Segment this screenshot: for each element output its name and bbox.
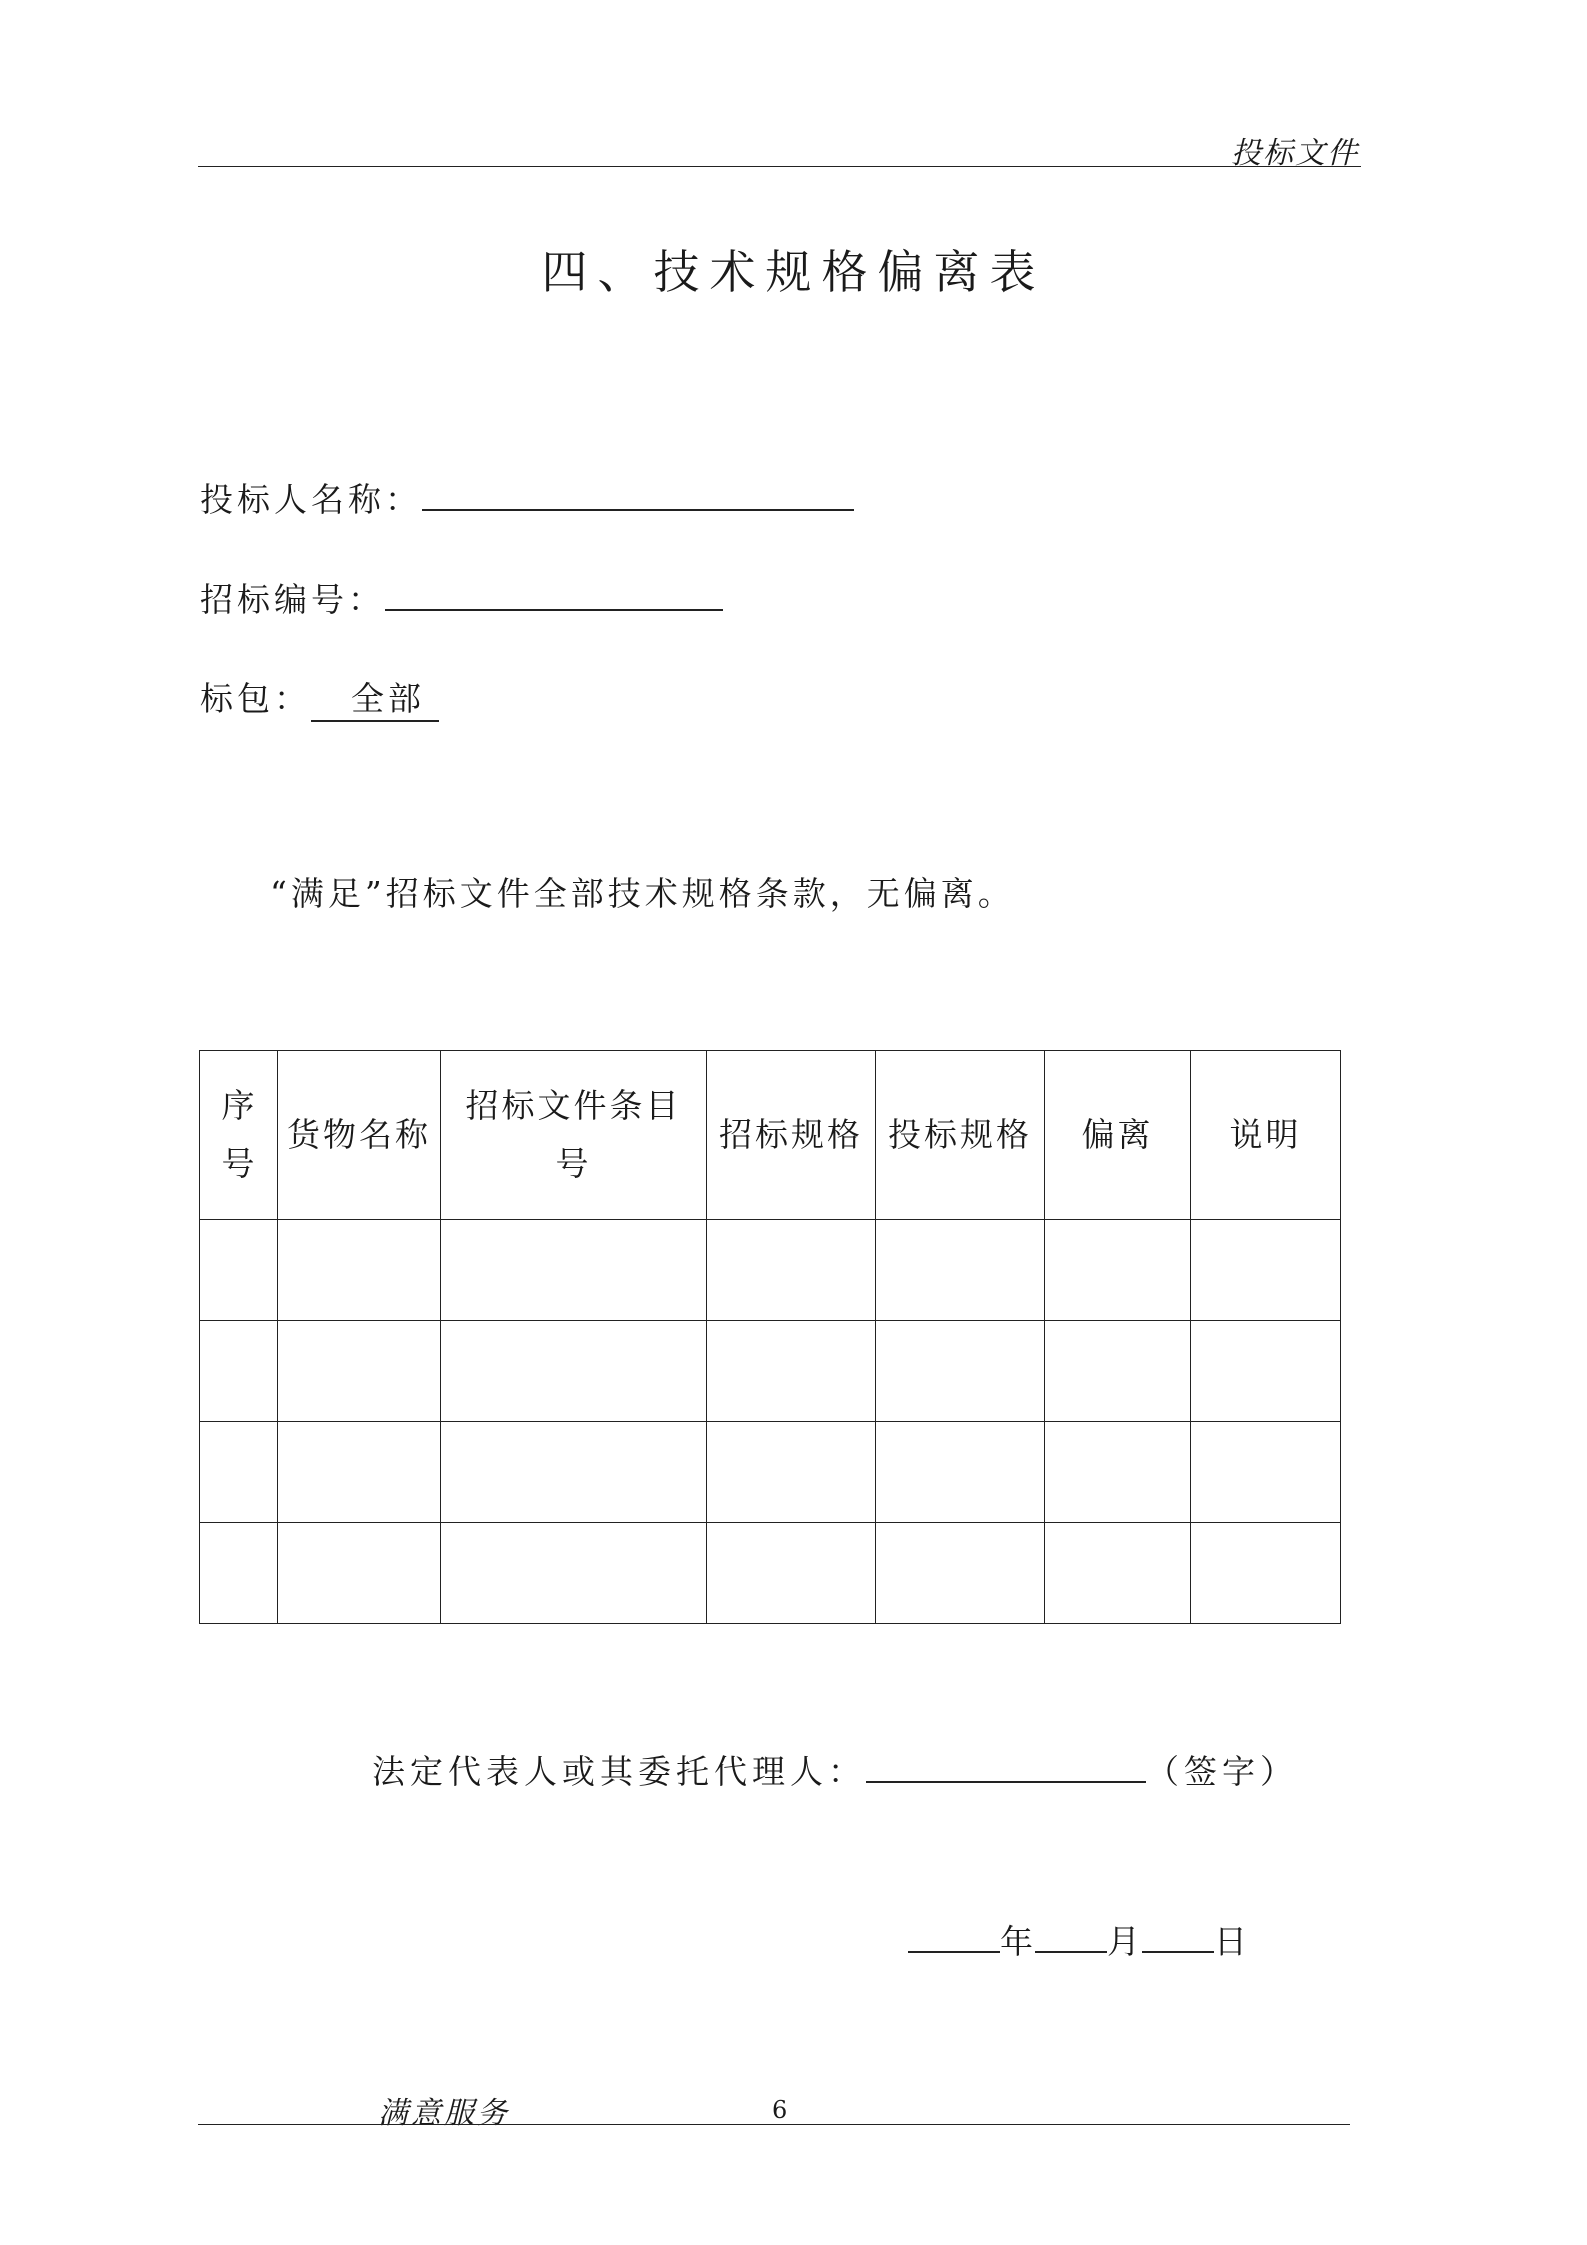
footer-label: 满意服务	[378, 2096, 510, 2131]
header-goods-name: 货物名称	[278, 1051, 441, 1220]
header-clause-number: 招标文件条目号	[441, 1051, 707, 1220]
header-bid-spec: 投标规格	[876, 1051, 1045, 1220]
date-line	[908, 1916, 1249, 1963]
header-divider	[198, 166, 1361, 167]
table-cell[interactable]	[876, 1321, 1045, 1422]
package-field	[200, 673, 439, 722]
page-title: 四、技术规格偏离表	[541, 245, 1046, 299]
table-cell[interactable]	[278, 1422, 441, 1523]
day-blank[interactable]	[1142, 1921, 1214, 1953]
table-cell[interactable]	[441, 1220, 707, 1321]
table-cell[interactable]	[707, 1220, 876, 1321]
table-row	[200, 1523, 1341, 1624]
table-cell[interactable]	[1045, 1321, 1191, 1422]
table-row	[200, 1321, 1341, 1422]
table-cell[interactable]	[200, 1220, 278, 1321]
package-label: 标包：	[200, 679, 311, 718]
table-cell[interactable]	[707, 1523, 876, 1624]
table-cell[interactable]	[707, 1422, 876, 1523]
table-cell[interactable]	[1045, 1422, 1191, 1523]
table-cell[interactable]	[441, 1523, 707, 1624]
footer-divider	[198, 2124, 1350, 2125]
bidder-name-field	[200, 474, 854, 521]
deviation-table	[199, 1050, 1341, 1624]
table-row	[200, 1422, 1341, 1523]
year-blank[interactable]	[908, 1921, 1000, 1953]
table-cell[interactable]	[707, 1321, 876, 1422]
table-cell[interactable]	[1191, 1523, 1341, 1624]
tender-number-label: 招标编号：	[200, 580, 385, 619]
table-cell[interactable]	[200, 1422, 278, 1523]
page-number: 6	[772, 2096, 788, 2124]
table-cell[interactable]	[1045, 1220, 1191, 1321]
table-cell[interactable]	[441, 1321, 707, 1422]
compliance-statement: “满足”招标文件全部技术规格条款，无偏离。	[270, 874, 1015, 913]
table-cell[interactable]	[441, 1422, 707, 1523]
signature-suffix: （签字）	[1146, 1752, 1298, 1791]
signature-blank[interactable]	[866, 1753, 1146, 1783]
table-row	[200, 1220, 1341, 1321]
bidder-name-blank[interactable]	[422, 481, 854, 511]
table-cell[interactable]	[278, 1523, 441, 1624]
table-cell[interactable]	[876, 1220, 1045, 1321]
table-cell[interactable]	[200, 1321, 278, 1422]
tender-number-field	[200, 574, 723, 621]
signature-label: 法定代表人或其委托代理人：	[372, 1752, 866, 1791]
table-cell[interactable]	[278, 1220, 441, 1321]
table-header-row	[200, 1051, 1341, 1220]
day-label: 日	[1214, 1922, 1249, 1961]
table-cell[interactable]	[876, 1523, 1045, 1624]
table-cell[interactable]	[1191, 1422, 1341, 1523]
header-tender-spec: 招标规格	[707, 1051, 876, 1220]
table-cell[interactable]	[1191, 1321, 1341, 1422]
header-label: 投标文件	[1231, 136, 1359, 171]
tender-number-blank[interactable]	[385, 581, 723, 611]
table-cell[interactable]	[1045, 1523, 1191, 1624]
month-label: 月	[1107, 1922, 1142, 1961]
signature-line	[372, 1746, 1298, 1793]
table-cell[interactable]	[876, 1422, 1045, 1523]
table-cell[interactable]	[278, 1321, 441, 1422]
package-value: 全部	[311, 673, 439, 722]
header-serial-number: 序号	[200, 1051, 278, 1220]
header-deviation: 偏离	[1045, 1051, 1191, 1220]
bidder-name-label: 投标人名称：	[200, 480, 422, 519]
table-cell[interactable]	[1191, 1220, 1341, 1321]
month-blank[interactable]	[1035, 1921, 1107, 1953]
table-cell[interactable]	[200, 1523, 278, 1624]
year-label: 年	[1000, 1922, 1035, 1961]
header-remarks: 说明	[1191, 1051, 1341, 1220]
